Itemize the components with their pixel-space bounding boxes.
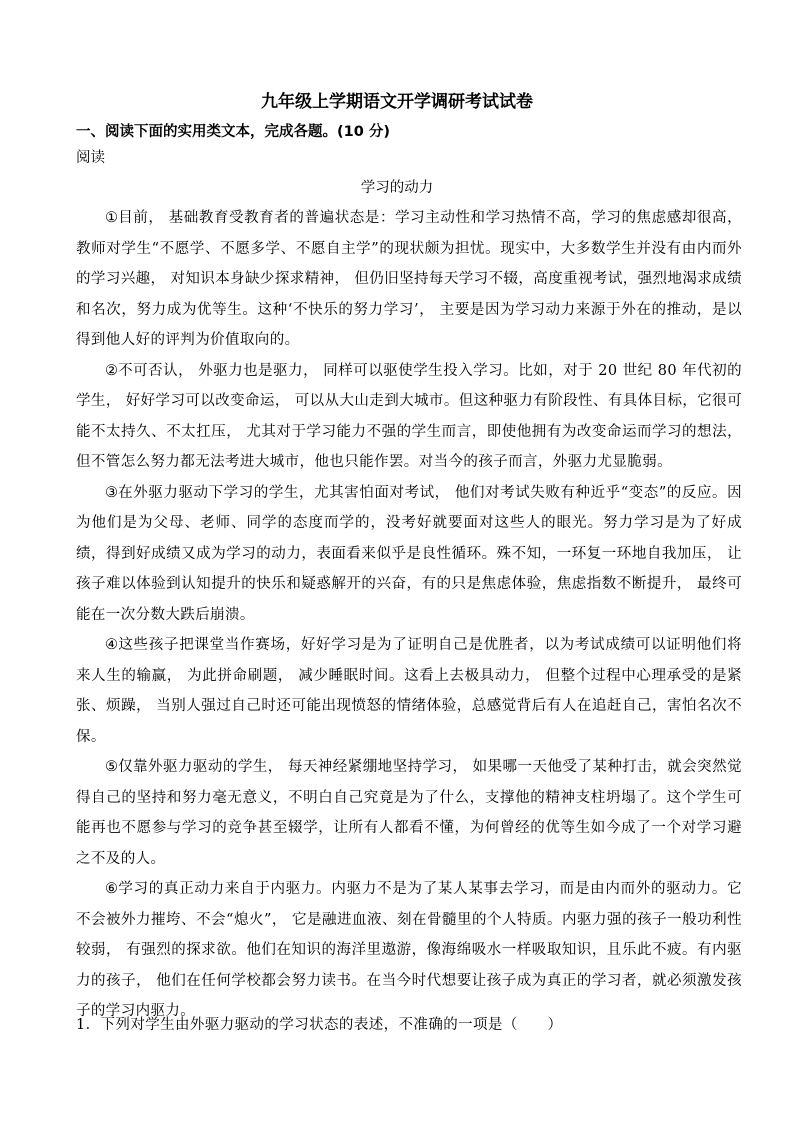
paragraph-text: 学习的真正动力来自于内驱力。内驱力不是为了某人某事去学习，而是由内而外的驱动力。它不会被外力摧垮、不会“熄火”， 它是融进血液、刻在骨髓里的个人特质。内驱力强的孩子一般功利性较弱， 有强烈的探求欲。他们在知识的海洋里遨游，像海绵吸水一样吸取知识，且乐此不疲。有内驱力的孩子， 他们在任何学校都会努力读书。在当今时代想要让孩子成为真正的学习者，就必须激发孩子的学习内驱力。 [76, 881, 742, 1019]
article-paragraph-1 [76, 203, 742, 356]
paragraph-number: ⑤ [105, 759, 119, 775]
article-paragraph-3 [76, 478, 742, 631]
paragraph-text: 仅靠外驱力驱动的学生， 每天神经紧绷地坚持学习， 如果哪一天他受了某种打击，就会突然觉得自己的坚持和努力毫无意义，不明白自己究竟是为了什么，支撑他的精神支柱坍塌了。这个学生可能再也不愿参与学习的竞争甚至辍学，让所有人都看不懂，为何曾经的优等生如今成了一个对学习避之不及的人。 [76, 759, 742, 867]
paragraph-number: ① [105, 210, 119, 226]
article-paragraph-4 [76, 630, 742, 752]
article-paragraph-2 [76, 356, 742, 478]
section-heading: 一、阅读下面的实用类文本，完成各题。(10 分) [76, 124, 390, 140]
paragraph-text: 这些孩子把课堂当作赛场，好好学习是为了证明自己是优胜者，以为考试成绩可以证明他们将来人生的输赢， 为此拼命刷题， 减少睡眠时间。这看上去极具动力， 但整个过程中心理承受的是紧张、烦躁， 当别人强过自己时还可能出现愤怒的情绪体验，总感觉背后有人在追赶自己，害怕名次不保。 [76, 637, 742, 745]
paragraph-number: ③ [105, 484, 119, 501]
paragraph-text: 目前， 基础教育受教育者的普遍状态是：学习主动性和学习热情不高，学习的焦虑感却很高，教师对学生“不愿学、不愿多学、不愿自主学”的现状颇为担忧。现实中，大多数学生并没有由内而外的学习兴趣， 对知识本身缺少探求精神， 但仍旧坚持每天学习不辍，高度重视考试，强烈地渴求成绩和名次，努力成为优等生。这种‘不快乐的努力学习’， 主要是因为学习动力来源于外在的推动，是以得到他人好的评判为价值取向的。 [76, 210, 743, 348]
exam-title: 九年级上学期语文开学调研考试试卷 [261, 92, 533, 112]
article-paragraph-6 [76, 874, 742, 1027]
paragraph-text: 不可否认， 外驱力也是驱力， 同样可以驱使学生投入学习。比如，对于 20 世纪 80 年代初的学生， 好好学习可以改变命运， 可以从大山走到大城市。但这种驱力有阶段性、有具体目标，它很可能不太持久、不太扛压， 尤其对于学习能力不强的学生而言，即使他拥有为改变命运而学习的想法，但不管怎么努力都无法考进大城市，他也只能作罢。对当今的孩子而言，外驱力尤显脆弱。 [76, 362, 743, 470]
article-title: 学习的动力 [360, 180, 434, 196]
paragraph-number: ⑥ [105, 881, 119, 897]
read-label: 阅读 [76, 150, 105, 166]
article-paragraph-5 [76, 752, 742, 874]
article-body [76, 203, 742, 1027]
paragraph-number: ④ [105, 637, 119, 653]
paragraph-number: ② [105, 362, 119, 379]
question-1: 1．下列对学生由外驱力驱动的学习状态的表述，不准确的一项是（ ） [76, 1017, 563, 1033]
paragraph-text: 在外驱力驱动下学习的学生，尤其害怕面对考试， 他们对考试失败有种近乎“变态”的反应。因为他们是为父母、老师、同学的态度而学的，没考好就要面对这些人的眼光。努力学习是为了好成绩，得到好成绩又成为学习的动力，表面看来似乎是良性循环。殊不知，一环复一环地自我加压， 让孩子难以体验到认知提升的快乐和疑惑解开的兴奋，有的只是焦虑体验，焦虑指数不断提升， 最终可能在一次分数大跌后崩溃。 [76, 484, 742, 623]
